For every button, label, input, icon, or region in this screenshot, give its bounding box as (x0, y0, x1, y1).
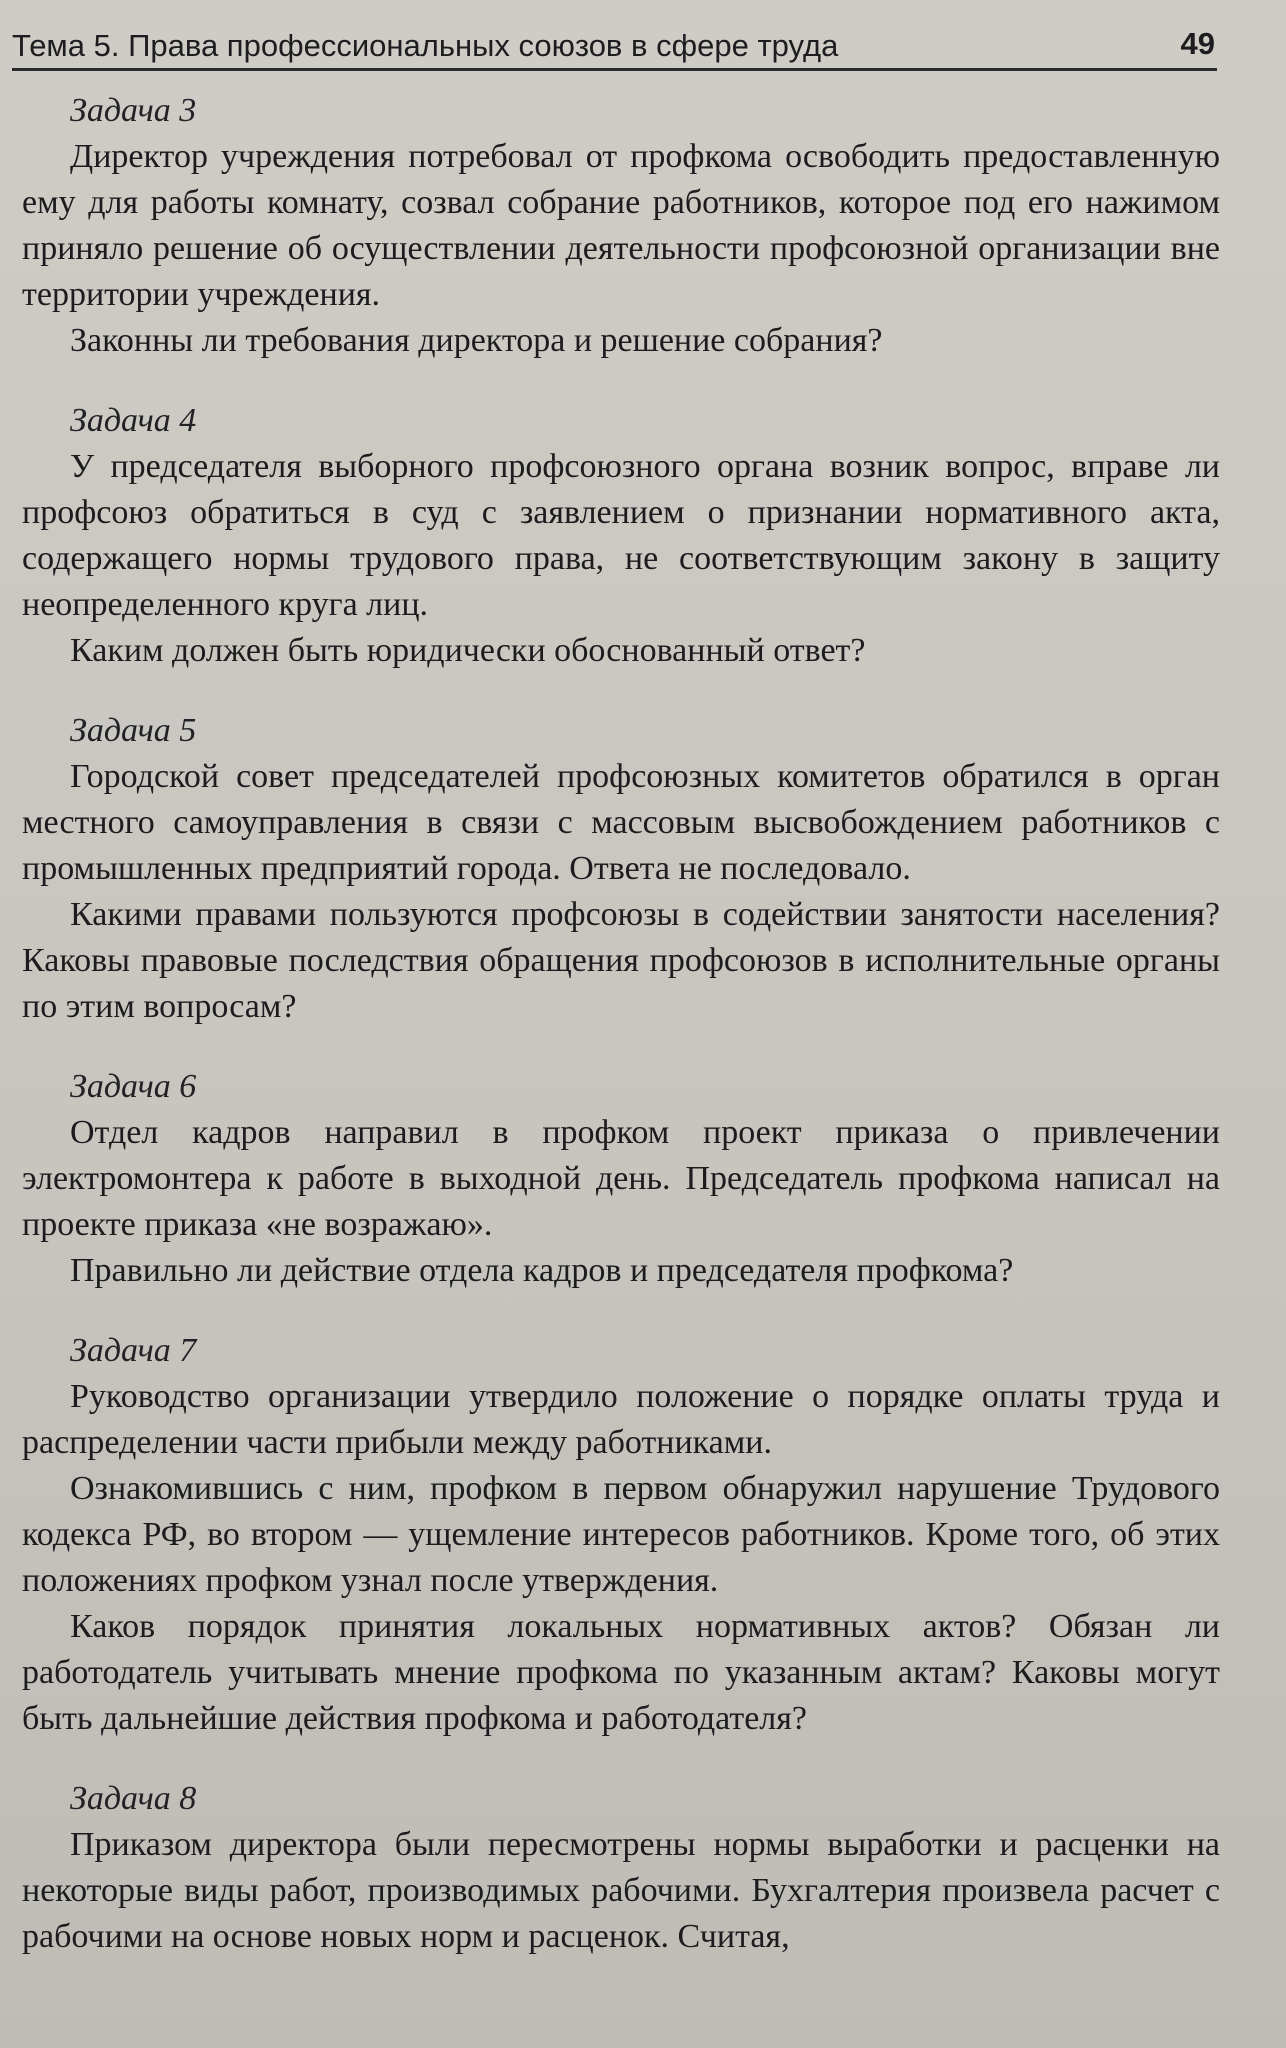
task-paragraph: Директор учреждения потребовал от профкома освободить предоставленную ему для работы комнату, созвал собрание работников, которое под его нажимом приняло решение об осуществлении деятельности профсоюзной организации вне территории учреждения. (22, 138, 1220, 313)
task-question: Правильно ли действие отдела кадров и председателя профкома? (70, 1252, 1014, 1289)
task-question: Законны ли требования директора и решение собрания? (70, 322, 883, 359)
task-paragraph: Отдел кадров направил в профком проект приказа о привлечении электромонтера к работе в выходной день. Председатель профкома написал на проекте приказа «не возражаю». (22, 1114, 1220, 1243)
running-header (12, 22, 1217, 71)
task-heading: Задача 3 (70, 92, 197, 129)
task-paragraph: Ознакомившись с ним, профком в первом обнаружил нарушение Трудового кодекса РФ, во втором — ущемление интересов работников. Кроме того, об этих положениях профком узнал после утверждения. (22, 1470, 1220, 1599)
task-6 (22, 1064, 1220, 1294)
task-5 (22, 708, 1220, 1030)
running-title: Тема 5. Права профессиональных союзов в сфере труда (12, 28, 839, 63)
task-7 (22, 1328, 1220, 1742)
task-3 (22, 88, 1220, 364)
task-question: Каким должен быть юридически обоснованный ответ? (70, 632, 866, 669)
task-paragraph: Руководство организации утвердило положение о порядке оплаты труда и распределении части прибыли между работниками. (22, 1378, 1220, 1461)
task-question: Какими правами пользуются профсоюзы в содействии занятости населения? Каковы правовые последствия обращения профсоюзов в исполнительные органы по этим вопросам? (22, 896, 1220, 1025)
task-heading: Задача 5 (70, 712, 197, 749)
task-heading: Задача 6 (70, 1068, 197, 1105)
task-4 (22, 398, 1220, 674)
task-paragraph: Приказом директора были пересмотрены нормы выработки и расценки на некоторые виды работ, производимых рабочими. Бухгалтерия произвела расчет с рабочими на основе новых норм и расценок. Считая, (22, 1826, 1220, 1955)
page-body (22, 88, 1220, 1994)
task-8 (22, 1776, 1220, 1960)
page-number: 49 (1180, 26, 1215, 61)
task-paragraph: Городской совет председателей профсоюзных комитетов обратился в орган местного самоуправления в связи с массовым высвобождением работников с промышленных предприятий города. Ответа не последовало. (22, 758, 1220, 887)
task-heading: Задача 8 (70, 1780, 197, 1817)
task-heading: Задача 7 (70, 1332, 197, 1369)
task-question: Каков порядок принятия локальных нормативных актов? Обязан ли работодатель учитывать мнение профкома по указанным актам? Каковы могут быть дальнейшие действия профкома и работодателя? (22, 1608, 1220, 1737)
task-heading: Задача 4 (70, 402, 197, 439)
task-paragraph: У председателя выборного профсоюзного органа возник вопрос, вправе ли профсоюз обратиться в суд с заявлением о признании нормативного акта, содержащего нормы трудового права, не соответствующим закону в защиту неопределенного круга лиц. (22, 448, 1220, 623)
